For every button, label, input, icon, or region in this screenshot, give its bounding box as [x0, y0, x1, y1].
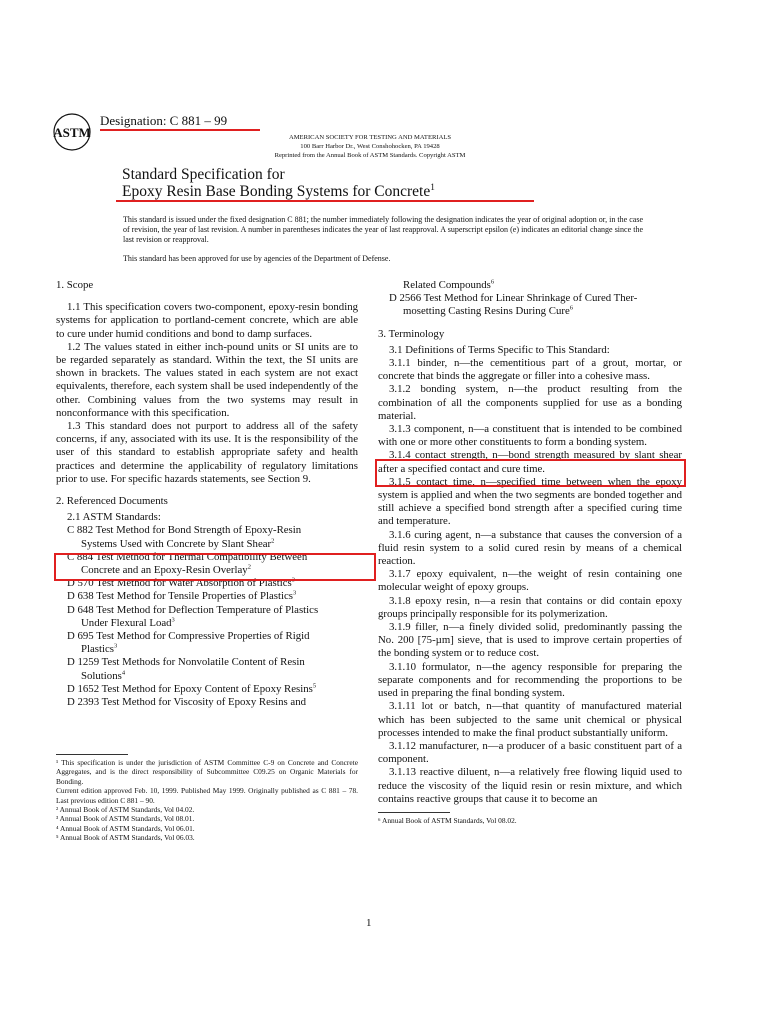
designation: Designation: C 881 – 99	[100, 113, 228, 128]
footnote: ⁵ Annual Book of ASTM Standards, Vol 06.03.	[56, 833, 195, 843]
definition: 3.1.1 binder, n—the cementitious part of a grout, mortar, or concrete that binds the aggregate or filler into a cohesive mass.	[378, 357, 682, 383]
definition: 3.1.12 manufacturer, n—a producer of a basic constituent part of a component.	[378, 739, 682, 766]
footnote-rule	[56, 754, 128, 755]
right-footnotes	[378, 812, 682, 825]
left-footnotes	[56, 754, 358, 843]
definition: 3.1.7 epoxy equivalent, n—the weight of resin containing one molecular weight of epoxy groups.	[378, 568, 682, 594]
footnote: ⁶ Annual Book of ASTM Standards, Vol 08.02.	[378, 816, 517, 825]
title-underline	[116, 200, 534, 202]
right-column	[378, 279, 682, 806]
reference-item: D 638 Test Method for Tensile Properties of Plastics$^3$	[67, 589, 297, 603]
footnote: Current edition approved Feb. 10, 1999. Published May 1999. Originally published as C 881 – 78. Last previous edition C 881 – 90.	[56, 786, 358, 805]
svg-text:ASTM: ASTM	[53, 125, 91, 140]
issuance-notice: This standard is issued under the fixed designation C 881; the number immediately following the designation indicates the year of original adoption or, in the case of revision, the year of last revision. A number in parentheses indicates the year of last reapproval. A superscript epsilon (e) indicates an editorial change since the last revision or reapproval.	[123, 215, 643, 244]
reference-item: D 648 Test Method for Deflection Temperature of Plastics Under Flexural Load$^3$	[67, 603, 319, 629]
publisher-address: 100 Barr Harbor Dr., West Conshohocken, PA 19428	[300, 143, 440, 150]
title-line-2	[122, 183, 435, 201]
reprint-notice: Reprinted from the Annual Book of ASTM Standards. Copyright ASTM	[274, 152, 466, 159]
reference-item: D 570 Test Method for Water Absorption of Plastics$^3$	[67, 576, 295, 590]
astm-logo	[52, 112, 92, 152]
highlight-box-c882	[54, 550, 376, 581]
definition: 3.1.9 filler, n—a finely divided solid, predominantly passing the No. 200 [75-µm] sieve, that is used to improve certain properties of the bonding system or to reduce cost.	[378, 621, 682, 660]
left-column	[56, 279, 358, 709]
reference-item: C 882 Test Method for Bond Strength of Epoxy-Resin Systems Used with Concrete by Slant Shear$^2$	[67, 524, 302, 550]
definition: 3.1.4 contact strength, n—bond strength measured by slant shear after a specified contact and cure time.	[378, 449, 682, 475]
definition: 3.1.6 curing agent, n—a substance that causes the conversion of a fluid resin system to a solid cured resin by means of a chemical reaction.	[378, 528, 682, 568]
page-number: 1	[366, 917, 372, 929]
paragraph-1-2: 1.2 The values stated in either inch-pound units or SI units are to be regarded separately as standard. Within the text, the SI units are shown in brackets. The values stated in each system are not exact equivalents, therefore, each system shall be used independently of the other. Combining values from the two systems may result in nonconformance with this specification.	[56, 340, 358, 419]
definition: 3.1.13 reactive diluent, n—a relatively free flowing liquid used to reduce the viscosity of the liquid resin or resin mixture, and which contains reactive groups that cause it to become an	[378, 766, 682, 805]
title-line-1: Standard Specification for	[122, 166, 285, 183]
paragraph-1-3: 1.3 This standard does not purport to address all of the safety concerns, if any, associated with its use. It is the responsibility of the user of this standard to establish appropriate safety and health practices and determine the applicability of regulatory limitations prior to use. For specific hazards statements, see Section 9.	[56, 420, 358, 485]
footnote: ³ Annual Book of ASTM Standards, Vol 08.01.	[56, 814, 195, 824]
paragraph-1-1: 1.1 This specification covers two-component, epoxy-resin bonding systems for application to portland-cement concrete, which are able to cure under humid conditions and bond to damp surfaces.	[56, 301, 358, 340]
footnote: ¹ This specification is under the jurisdiction of ASTM Committee C-9 on Concrete and Concrete Aggregates, and is the direct responsibility of Subcommittee C09.25 on Organic Materials for Bonding.	[56, 758, 358, 786]
reference-item: D 695 Test Method for Compressive Properties of Rigid Plastics$^3$	[67, 630, 310, 656]
definition: 3.1.3 component, n—a constituent that is intended to be combined with one or more other constituents to form a bonding system.	[378, 423, 682, 449]
reference-item: D 2566 Test Method for Linear Shrinkage of Cured Ther- mosetting Casting Resins During Cure$^6$	[389, 292, 638, 318]
section-heading-scope: 1. Scope	[56, 279, 94, 291]
footnote-rule	[378, 812, 450, 813]
designation-underline	[100, 129, 260, 131]
section-heading-referenced-documents: 2. Referenced Documents	[56, 495, 168, 508]
title-text: Epoxy Resin Base Bonding Systems for Concrete	[122, 183, 431, 200]
highlight-box-contact-strength	[375, 459, 686, 487]
reference-item: D 2393 Test Method for Viscosity of Epoxy Resins and	[67, 696, 307, 709]
astm-standards-label: 2.1 ASTM Standards:	[67, 511, 161, 524]
reference-item-continued: Related Compounds$^6$	[403, 278, 495, 291]
definition: 3.1.11 lot or batch, n—that quantity of manufactured material which has been subjected to the same unit chemical or physical processes intended to make the final product substantially uniform.	[378, 700, 682, 739]
reference-item: D 1652 Test Method for Epoxy Content of Epoxy Resins$^5$	[67, 682, 317, 695]
definition: 3.1.8 epoxy resin, n—a resin that contains or did contain epoxy groups principally responsible for its polymerization.	[378, 594, 682, 620]
definition: 3.1.10 formulator, n—the agency responsible for preparing the separate components and for recommending the proportions to be used in preparing the final bonding system.	[378, 660, 682, 700]
dod-notice: This standard has been approved for use by agencies of the Department of Defense.	[123, 254, 391, 263]
publisher-name: AMERICAN SOCIETY FOR TESTING AND MATERIALS	[288, 134, 452, 141]
reference-item: C 884 Test Method for Thermal Compatibility Between Concrete and an Epoxy-Resin Overlay$^2$	[67, 550, 308, 577]
section-heading-terminology: 3. Terminology	[378, 327, 445, 340]
title-footnote-mark: 1	[430, 182, 435, 193]
footnote: ⁴ Annual Book of ASTM Standards, Vol 06.01.	[56, 823, 195, 833]
reference-item: D 1259 Test Methods for Nonvolatile Content of Resin Solutions$^4$	[67, 656, 305, 682]
footnote: ² Annual Book of ASTM Standards, Vol 04.02.	[56, 805, 195, 815]
definition: 3.1.5 contact time, n—specified time between when the epoxy system is applied and when the two segments are bonded together and still achieve a specified bond strength after a specified curing time and temperature.	[378, 475, 682, 528]
definition: 3.1 Definitions of Terms Specific to This Standard:	[389, 343, 610, 356]
definition: 3.1.2 bonding system, n—the product resulting from the combination of all the components supplied for use as a bonding material.	[378, 383, 682, 422]
